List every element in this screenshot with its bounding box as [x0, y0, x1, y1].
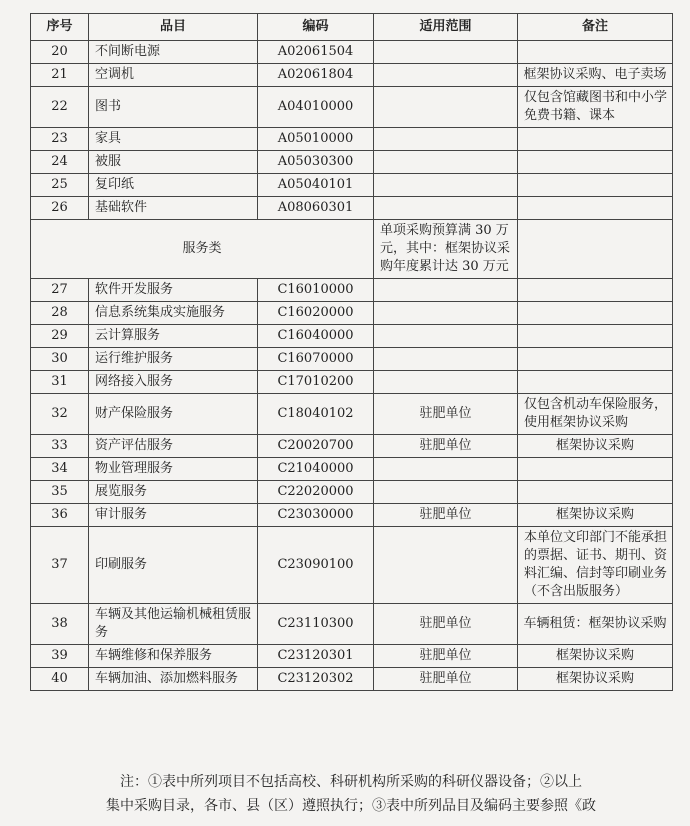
item-scope — [374, 527, 518, 604]
item-note: 本单位文印部门不能承担的票据、证书、期刊、资料汇编、信封等印刷业务（不含出版服务） — [518, 527, 673, 604]
row-number: 23 — [31, 128, 89, 151]
table-row — [31, 645, 673, 668]
row-number: 38 — [31, 604, 89, 645]
item-scope: 驻肥单位 — [374, 604, 518, 645]
item-name: 复印纸 — [89, 174, 258, 197]
item-note — [518, 151, 673, 174]
item-note — [518, 348, 673, 371]
category-label: 服务类 — [31, 220, 374, 279]
item-code: C23030000 — [258, 504, 374, 527]
table-row — [31, 197, 673, 220]
item-code: C23090100 — [258, 527, 374, 604]
item-note — [518, 128, 673, 151]
footnote-line-1: 注：①表中所列项目不包括高校、科研机构所采购的科研仪器设备；②以上 — [120, 774, 582, 790]
table-row — [31, 325, 673, 348]
item-name: 家具 — [89, 128, 258, 151]
item-scope — [374, 458, 518, 481]
item-code: A05010000 — [258, 128, 374, 151]
procurement-catalog-table — [30, 13, 673, 691]
item-code: C22020000 — [258, 481, 374, 504]
item-note: 框架协议采购、电子卖场 — [518, 64, 673, 87]
table-header-row — [31, 14, 673, 41]
category-note — [518, 220, 673, 279]
header-no: 序号 — [31, 14, 89, 41]
item-name: 车辆维修和保养服务 — [89, 645, 258, 668]
row-number: 39 — [31, 645, 89, 668]
item-scope — [374, 325, 518, 348]
row-number: 37 — [31, 527, 89, 604]
item-name: 云计算服务 — [89, 325, 258, 348]
item-code: A08060301 — [258, 197, 374, 220]
item-name: 被服 — [89, 151, 258, 174]
item-scope — [374, 371, 518, 394]
item-code: A02061804 — [258, 64, 374, 87]
table-row — [31, 64, 673, 87]
table-row — [31, 394, 673, 435]
category-scope: 单项采购预算满 30 万元，其中：框架协议采购年度累计达 30 万元 — [374, 220, 518, 279]
item-scope: 驻肥单位 — [374, 668, 518, 691]
item-name: 空调机 — [89, 64, 258, 87]
table-row — [31, 527, 673, 604]
table-row — [31, 128, 673, 151]
item-name: 资产评估服务 — [89, 435, 258, 458]
item-name: 不间断电源 — [89, 41, 258, 64]
item-name: 信息系统集成实施服务 — [89, 302, 258, 325]
item-name: 图书 — [89, 87, 258, 128]
item-note — [518, 481, 673, 504]
item-note: 仅包含机动车保险服务，使用框架协议采购 — [518, 394, 673, 435]
item-note — [518, 458, 673, 481]
item-name: 财产保险服务 — [89, 394, 258, 435]
item-scope: 驻肥单位 — [374, 504, 518, 527]
service-rows — [31, 279, 673, 691]
item-code: C20020700 — [258, 435, 374, 458]
item-scope — [374, 87, 518, 128]
item-note: 框架协议采购 — [518, 668, 673, 691]
item-name: 印刷服务 — [89, 527, 258, 604]
header-code: 编码 — [258, 14, 374, 41]
item-code: C16070000 — [258, 348, 374, 371]
item-scope: 驻肥单位 — [374, 435, 518, 458]
row-number: 36 — [31, 504, 89, 527]
table-row — [31, 174, 673, 197]
item-code: C17010200 — [258, 371, 374, 394]
category-row — [31, 220, 673, 279]
table-row — [31, 41, 673, 64]
table-row — [31, 348, 673, 371]
item-code: C23120302 — [258, 668, 374, 691]
item-note: 车辆租赁：框架协议采购 — [518, 604, 673, 645]
header-scope: 适用范围 — [374, 14, 518, 41]
item-note: 框架协议采购 — [518, 435, 673, 458]
item-scope — [374, 174, 518, 197]
item-name: 审计服务 — [89, 504, 258, 527]
header-note: 备注 — [518, 14, 673, 41]
item-note — [518, 325, 673, 348]
table-row — [31, 481, 673, 504]
item-name: 车辆及其他运输机械租赁服务 — [89, 604, 258, 645]
table-row — [31, 604, 673, 645]
item-note — [518, 41, 673, 64]
item-name: 物业管理服务 — [89, 458, 258, 481]
item-scope — [374, 128, 518, 151]
item-scope — [374, 197, 518, 220]
row-number: 34 — [31, 458, 89, 481]
table-row — [31, 87, 673, 128]
row-number: 30 — [31, 348, 89, 371]
row-number: 24 — [31, 151, 89, 174]
item-code: C23110300 — [258, 604, 374, 645]
item-note — [518, 279, 673, 302]
row-number: 35 — [31, 481, 89, 504]
row-number: 27 — [31, 279, 89, 302]
item-scope — [374, 348, 518, 371]
item-note — [518, 371, 673, 394]
item-scope: 驻肥单位 — [374, 394, 518, 435]
row-number: 33 — [31, 435, 89, 458]
item-scope — [374, 279, 518, 302]
item-scope — [374, 151, 518, 174]
item-code: C16010000 — [258, 279, 374, 302]
table-row — [31, 279, 673, 302]
table-row — [31, 302, 673, 325]
row-number: 28 — [31, 302, 89, 325]
item-note: 框架协议采购 — [518, 645, 673, 668]
item-note — [518, 302, 673, 325]
item-code: C16040000 — [258, 325, 374, 348]
item-code: A05040101 — [258, 174, 374, 197]
item-code: C16020000 — [258, 302, 374, 325]
item-name: 展览服务 — [89, 481, 258, 504]
row-number: 22 — [31, 87, 89, 128]
item-note — [518, 174, 673, 197]
item-code: A02061504 — [258, 41, 374, 64]
item-code: C23120301 — [258, 645, 374, 668]
item-code: C21040000 — [258, 458, 374, 481]
table-row — [31, 435, 673, 458]
header-item: 品目 — [89, 14, 258, 41]
table-row — [31, 458, 673, 481]
row-number: 21 — [31, 64, 89, 87]
table-row — [31, 504, 673, 527]
row-number: 29 — [31, 325, 89, 348]
table-row — [31, 371, 673, 394]
item-name: 基础软件 — [89, 197, 258, 220]
item-scope — [374, 302, 518, 325]
service-category — [31, 220, 673, 279]
goods-rows — [31, 41, 673, 220]
item-scope: 驻肥单位 — [374, 645, 518, 668]
item-name: 运行维护服务 — [89, 348, 258, 371]
item-note: 框架协议采购 — [518, 504, 673, 527]
row-number: 25 — [31, 174, 89, 197]
table-row — [31, 151, 673, 174]
item-note — [518, 197, 673, 220]
row-number: 40 — [31, 668, 89, 691]
row-number: 32 — [31, 394, 89, 435]
item-name: 车辆加油、添加燃料服务 — [89, 668, 258, 691]
item-scope — [374, 41, 518, 64]
footnote-line-2: 集中采购目录，各市、县（区）遵照执行；③表中所列品目及编码主要参照《政 — [106, 798, 596, 814]
row-number: 31 — [31, 371, 89, 394]
item-note: 仅包含馆藏图书和中小学免费书籍、课本 — [518, 87, 673, 128]
row-number: 20 — [31, 41, 89, 64]
footnote — [30, 770, 672, 818]
item-code: A05030300 — [258, 151, 374, 174]
item-scope — [374, 64, 518, 87]
row-number: 26 — [31, 197, 89, 220]
item-scope — [374, 481, 518, 504]
item-name: 网络接入服务 — [89, 371, 258, 394]
table-row — [31, 668, 673, 691]
item-code: C18040102 — [258, 394, 374, 435]
item-name: 软件开发服务 — [89, 279, 258, 302]
item-code: A04010000 — [258, 87, 374, 128]
